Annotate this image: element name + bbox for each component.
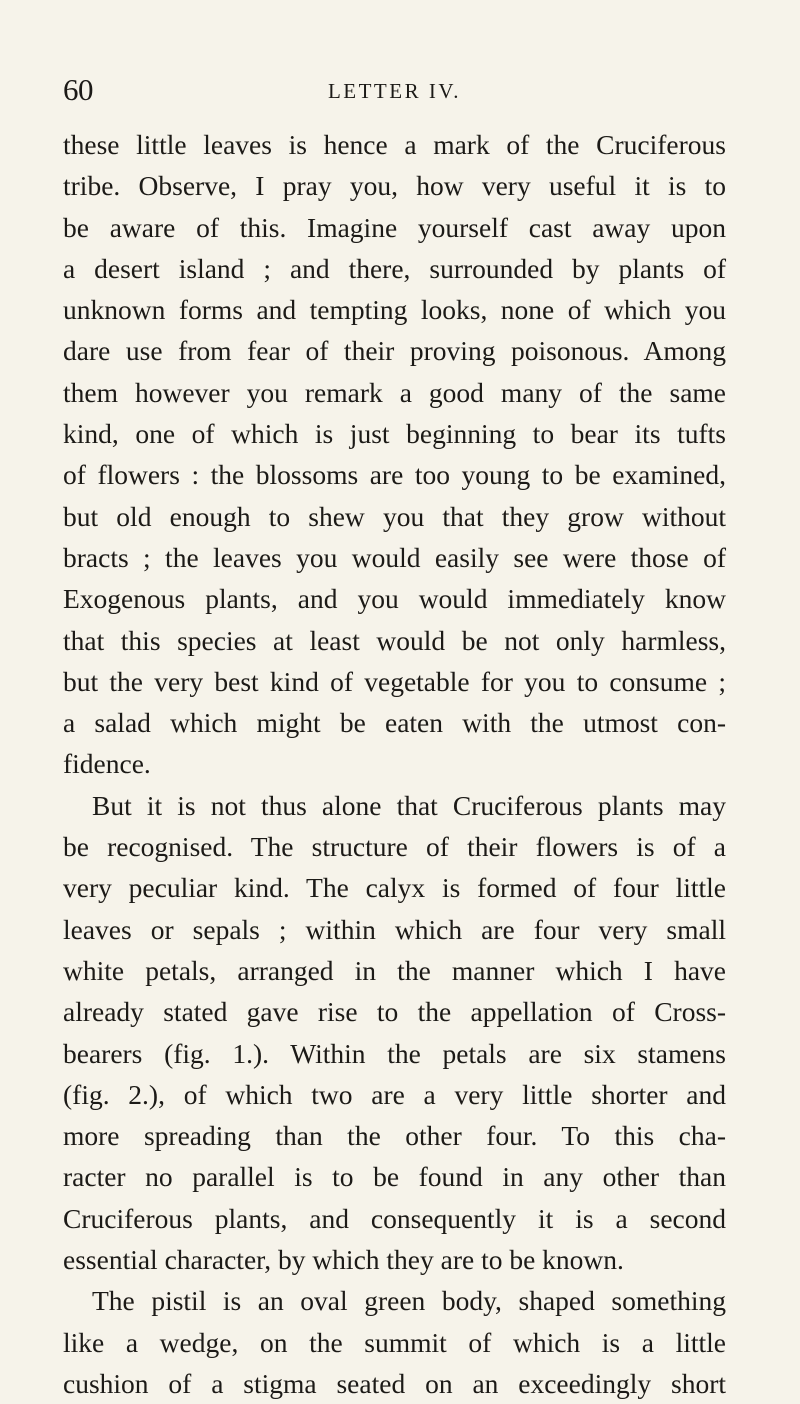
text-line: these little leaves is hence a mark of the Cruciferous (63, 129, 726, 160)
body-text (63, 124, 726, 1404)
text-line: but old enough to shew you that they grow without (63, 500, 726, 532)
text-line: Exogenous plants, and you would immediately know (63, 583, 726, 615)
text-line: Cruciferous plants, and consequently it is a second (63, 1202, 726, 1234)
text-line: kind, one of which is just beginning to bear its tufts (63, 418, 726, 450)
text-line: be recognised. The structure of their flowers is of a (63, 831, 726, 863)
text-line: already stated gave rise to the appellation of Cross- (63, 996, 726, 1028)
text-line: dare use from fear of their proving poisonous. Among (63, 335, 726, 367)
text-line: unknown forms and tempting looks, none of which you (63, 294, 726, 326)
text-line: but the very best kind of vegetable for you to consume ; (63, 665, 726, 697)
paragraph-start-line: But it is not thus alone that Cruciferous plants may (92, 789, 726, 821)
text-line: a salad which might be eaten with the utmost con- (63, 707, 726, 739)
text-line: bearers (fig. 1.). Within the petals are six stamens (63, 1037, 726, 1069)
text-line: a desert island ; and there, surrounded by plants of (63, 252, 726, 284)
text-line: be aware of this. Imagine yourself cast away upon (63, 211, 726, 243)
text-line: bracts ; the leaves you would easily see were those of (63, 541, 726, 573)
text-line: of flowers : the blossoms are too young to be examined, (63, 459, 726, 491)
text-line: like a wedge, on the summit of which is a little (63, 1326, 726, 1358)
text-line: racter no parallel is to be found in any other than (63, 1161, 726, 1193)
page-number: 60 (63, 72, 93, 107)
text-line: (fig. 2.), of which two are a very little shorter and (63, 1078, 726, 1110)
running-head (63, 72, 726, 112)
paragraph-end-line: fidence. (63, 748, 151, 780)
text-line: tribe. Observe, I pray you, how very useful it is to (63, 170, 726, 202)
running-title: LETTER IV. (327, 79, 462, 103)
text-line: leaves or sepals ; within which are four very small (63, 913, 726, 945)
text-line: that this species at least would be not only harmless, (63, 624, 726, 656)
text-line: them however you remark a good many of the same (63, 376, 726, 408)
text-line: cushion of a stigma seated on an exceedingly short (63, 1367, 726, 1399)
text-line: more spreading than the other four. To this cha- (63, 1120, 726, 1152)
text-line: very peculiar kind. The calyx is formed of four little (63, 872, 726, 904)
paragraph-start-line: The pistil is an oval green body, shaped something (92, 1285, 726, 1317)
paragraph-end-line: essential character, by which they are to be known. (63, 1244, 624, 1276)
text-line: white petals, arranged in the manner which I have (63, 954, 726, 986)
